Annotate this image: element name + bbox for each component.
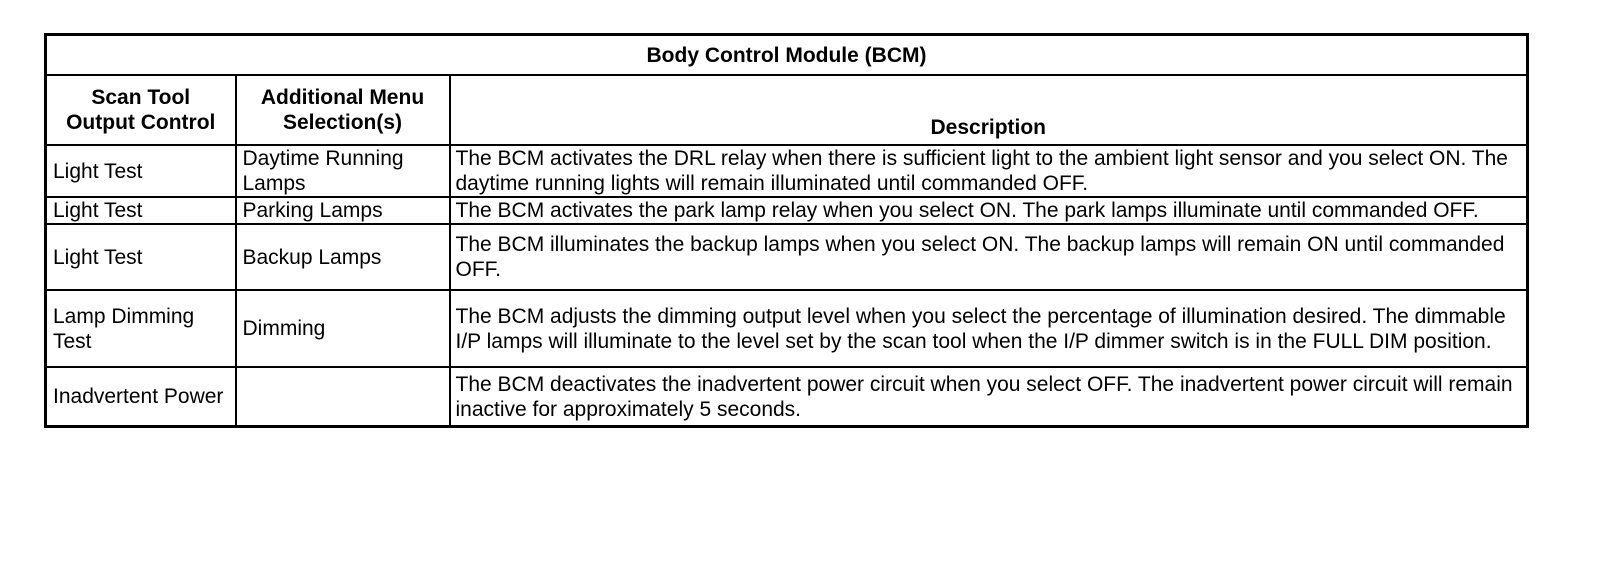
output-control-cell: Light Test [46, 145, 236, 197]
table-row [46, 290, 1528, 367]
header-menu-selection-line2: Selection(s) [282, 111, 403, 134]
header-output-control-line1: Scan Tool [91, 86, 191, 109]
bcm-table [44, 33, 1529, 428]
header-description: Description [450, 75, 1528, 145]
description-cell: The BCM activates the DRL relay when there is sufficient light to the ambient light sensor and you select ON. The daytime running lights will remain illuminated until commanded OFF. [450, 145, 1528, 197]
header-menu-selection-line1: Additional Menu [260, 86, 425, 109]
table-row [46, 224, 1528, 290]
table-title: Body Control Module (BCM) [46, 35, 1528, 76]
output-control-cell: Light Test [46, 224, 236, 290]
header-menu-selection [236, 75, 450, 145]
description-cell: The BCM adjusts the dimming output level when you select the percentage of illumination desired. The dimmable I/P lamps will illuminate to the level set by the scan tool when the I/P dimmer switch is in the FULL DIM position. [450, 290, 1528, 367]
menu-selection-cell: Backup Lamps [236, 224, 450, 290]
table-title-row [46, 35, 1528, 76]
output-control-cell: Lamp Dimming Test [46, 290, 236, 367]
table-row [46, 367, 1528, 427]
table-row [46, 145, 1528, 197]
header-output-control [46, 75, 236, 145]
output-control-cell: Light Test [46, 197, 236, 224]
header-output-control-line2: Output Control [66, 111, 216, 134]
menu-selection-cell: Parking Lamps [236, 197, 450, 224]
menu-selection-cell [236, 367, 450, 427]
table-row [46, 197, 1528, 224]
menu-selection-cell: Dimming [236, 290, 450, 367]
description-cell: The BCM deactivates the inadvertent power circuit when you select OFF. The inadvertent power circuit will remain inactive for approximately 5 seconds. [450, 367, 1528, 427]
description-cell: The BCM illuminates the backup lamps when you select ON. The backup lamps will remain ON until commanded OFF. [450, 224, 1528, 290]
output-control-cell: Inadvertent Power [46, 367, 236, 427]
table-header-row [46, 75, 1528, 145]
menu-selection-cell: Daytime Running Lamps [236, 145, 450, 197]
description-cell: The BCM activates the park lamp relay when you select ON. The park lamps illuminate until commanded OFF. [450, 197, 1528, 224]
